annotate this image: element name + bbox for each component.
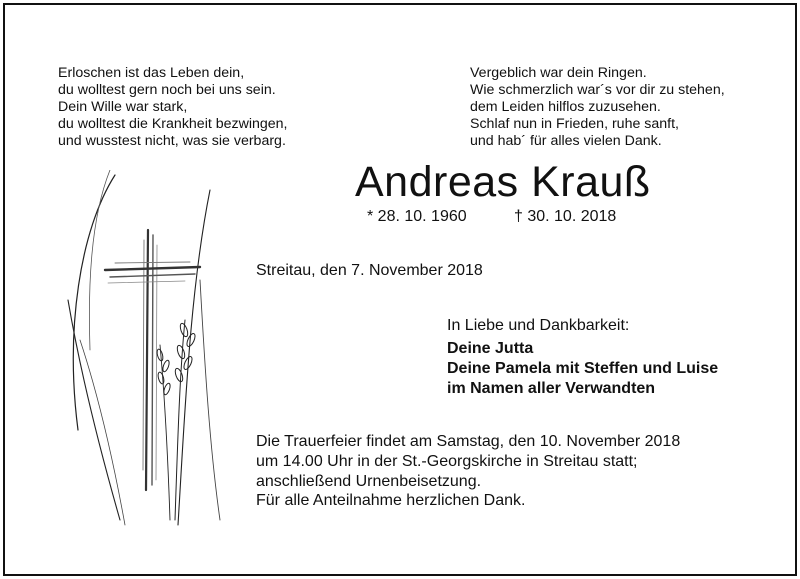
verse-line: Wie schmerzlich war´s vor dir zu stehen, [470,82,725,98]
verse-line: Schlaf nun in Frieden, ruhe sanft, [470,116,679,132]
verse-line: dem Leiden hilflos zuzusehen. [470,99,661,115]
service-line: Die Trauerfeier findet am Samstag, den 10. November 2018 [256,433,681,450]
service-line: anschließend Urnenbeisetzung. [256,473,482,490]
service-info [256,432,680,492]
verse-line: Vergeblich war dein Ringen. [470,65,647,81]
birth-date: * 28. 10. 1960 [367,208,467,225]
cross-with-wheat-ears-icon [60,170,240,530]
verse-right [470,65,725,150]
love-line: In Liebe und Dankbarkeit: [447,317,630,334]
verse-line: und wusstest nicht, was sie verbarg. [58,133,286,149]
thanks-line: Für alle Anteilnahme herzlichen Dank. [256,492,526,509]
mourner-line: im Namen aller Verwandten [447,380,656,397]
service-line: um 14.00 Uhr in der St.-Georgskirche in Streitau statt; [256,453,638,470]
mourners-list [447,339,718,399]
deceased-name: Andreas Krauß [355,158,651,206]
verse-line: du wolltest gern noch bei uns sein. [58,82,276,98]
verse-line: Erloschen ist das Leben dein, [58,65,245,81]
death-date: † 30. 10. 2018 [514,208,617,225]
place-and-date: Streitau, den 7. November 2018 [256,262,483,279]
verse-line: Dein Wille war stark, [58,99,188,115]
mourner-line: Deine Jutta [447,340,534,357]
verse-line: und hab´ für alles vielen Dank. [470,133,662,149]
verse-left [58,65,288,150]
mourner-line: Deine Pamela mit Steffen und Luise [447,360,719,377]
verse-line: du wolltest die Krankheit bezwingen, [58,116,288,132]
